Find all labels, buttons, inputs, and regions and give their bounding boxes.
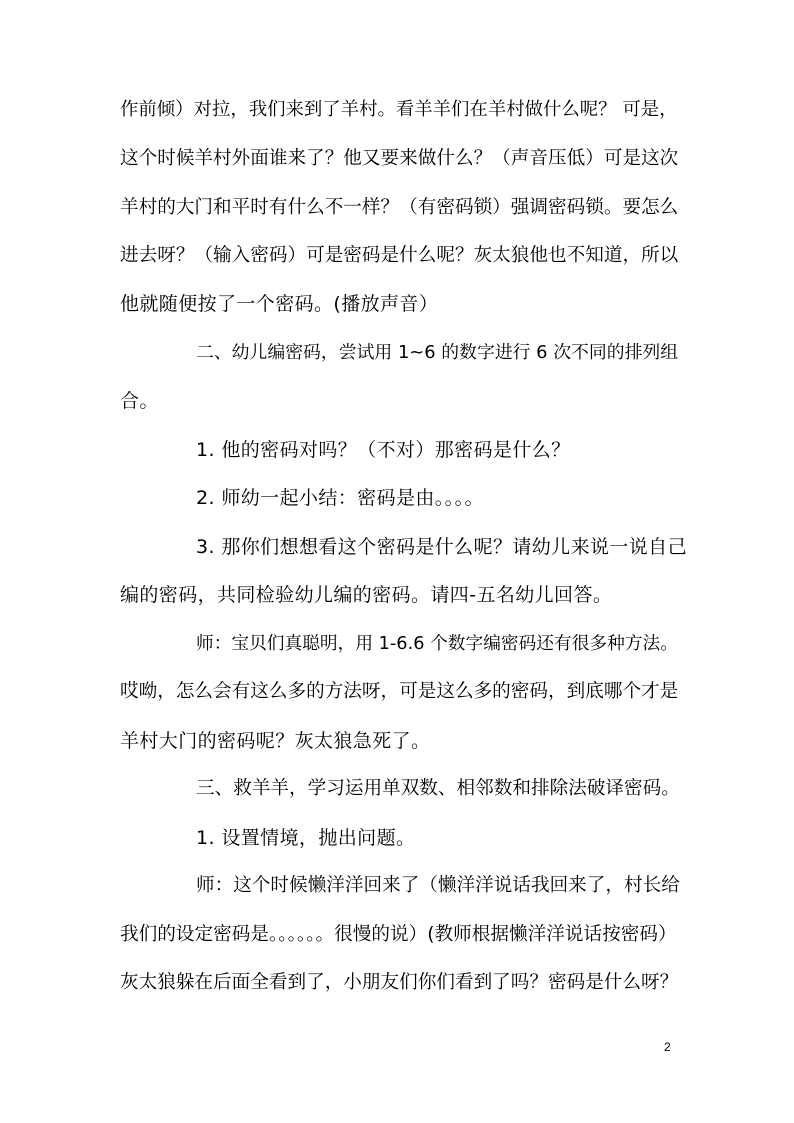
- paragraph-line: 作前倾）对拉，我们来到了羊村。看羊羊们在羊村做什么呢？ 可是，: [120, 99, 678, 120]
- paragraph-line: 合。: [120, 390, 159, 412]
- paragraph-line: 哎呦，怎么会有这么多的方法呀，可是这么多的密码，到底哪个才是: [120, 681, 679, 702]
- paragraph-line: 羊村的大门和平时有什么不一样？（有密码锁）强调密码锁。要怎么: [120, 197, 679, 218]
- paragraph-line: 羊村大门的密码呢？灰太狼急死了。: [120, 730, 431, 752]
- paragraph-line: 灰太狼躲在后面全看到了，小朋友们你们看到了吗？密码是什么呀？: [120, 972, 679, 993]
- list-item: 1. 设置情境，抛出问题。: [196, 827, 416, 849]
- paragraph-line: 进去呀？（输入密码）可是密码是什么呢？灰太狼他也不知道，所以: [120, 245, 679, 266]
- list-item: 2. 师幼一起小结：密码是由。。。。: [196, 487, 484, 509]
- paragraph-line: 编的密码，共同检验幼儿编的密码。请四-五名幼儿回答。: [120, 584, 613, 606]
- page-number: 2: [664, 1040, 671, 1054]
- list-item: 1. 他的密码对吗？（不对）那密码是什么？: [196, 439, 571, 461]
- paragraph-line: 我们的设定密码是。。。。。。很慢的说）(教师根据懒洋洋说话按密码）: [120, 924, 677, 945]
- paragraph-line: 师：宝贝们真聪明，用 1-6.6 个数字编密码还有很多种方法。: [196, 634, 678, 654]
- paragraph-line: 师：这个时候懒洋洋回来了（懒洋洋说话我回来了，村长给: [196, 875, 680, 896]
- section-heading: 二、幼儿编密码，尝试用 1~6 的数字进行 6 次不同的排列组: [196, 342, 679, 363]
- list-item: 3. 那你们想想看这个密码是什么呢？请幼儿来说一说自己: [196, 536, 687, 558]
- section-heading: 三、救羊羊，学习运用单双数、相邻数和排除法破译密码。: [196, 778, 680, 799]
- paragraph-line: 这个时候羊村外面谁来了？他又要来做什么？（声音压低）可是这次: [120, 148, 679, 169]
- paragraph-line: 他就随便按了一个密码。(播放声音）: [120, 293, 439, 315]
